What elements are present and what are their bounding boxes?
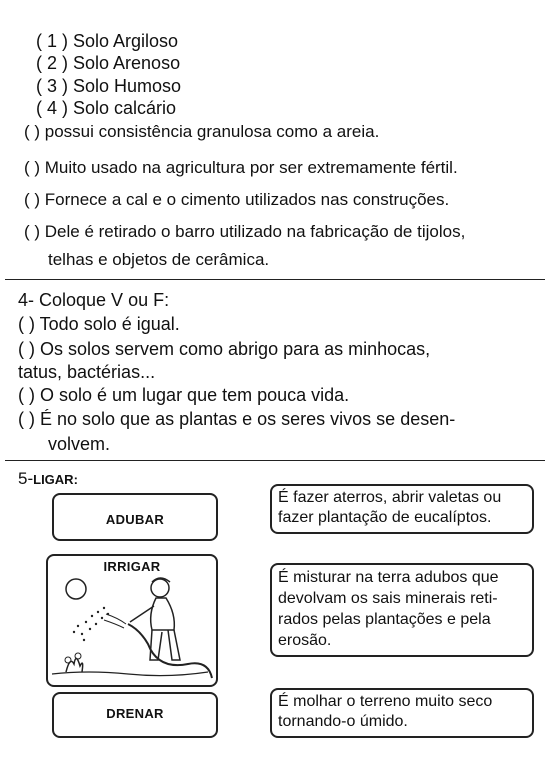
tf-line-2-continuation: tatus, bactérias...: [18, 362, 156, 382]
definition-box-2[interactable]: [270, 563, 534, 657]
definition-2-line-3: rados pelas plantações e pela: [278, 611, 491, 628]
box-adubar[interactable]: [52, 493, 218, 541]
definition-2-line-1: É misturar na terra adubos que: [278, 569, 499, 586]
definition-2-line-4: erosão.: [278, 632, 332, 649]
option-4: ( 4 ) Solo calcário: [36, 98, 177, 118]
definition-box-1[interactable]: [270, 484, 534, 534]
box-drenar[interactable]: [52, 692, 218, 738]
definition-1-text: [278, 488, 501, 528]
match-item-1: ( ) possui consistência granulosa como a areia.: [24, 122, 380, 141]
section5-header: [18, 469, 78, 490]
definition-3-line-2: tornando-o úmido.: [278, 713, 408, 730]
box-drenar-label: DRENAR: [106, 706, 164, 721]
match-item-2: ( ) Muito usado na agricultura por ser extremamente fértil.: [24, 158, 458, 177]
definition-box-3[interactable]: [270, 688, 534, 738]
watering-illustration: [48, 574, 216, 684]
definition-2-text: [278, 567, 499, 651]
tf-line-1: ( ) Todo solo é igual.: [18, 314, 180, 334]
tf-line-4-continuation: volvem.: [48, 434, 111, 454]
match-item-3: ( ) Fornece a cal e o cimento utilizados nas construções.: [24, 190, 450, 209]
section5-number: 5-: [18, 469, 34, 488]
option-2: ( 2 ) Solo Arenoso: [36, 53, 181, 73]
definition-3-text: [278, 692, 492, 732]
tf-line-2: ( ) Os solos servem como abrigo para as minhocas,: [18, 339, 431, 359]
option-3: ( 3 ) Solo Humoso: [36, 76, 182, 96]
definition-1-line-2: fazer plantação de eucalíptos.: [278, 509, 492, 526]
definition-1-line-1: É fazer aterros, abrir valetas ou: [278, 489, 502, 506]
definition-3-line-1: É molhar o terreno muito seco: [278, 693, 493, 710]
divider-1: [5, 279, 545, 280]
box-irrigar-label: IRRIGAR: [103, 559, 161, 574]
tf-line-4: ( ) É no solo que as plantas e os seres vivos se desen-: [18, 409, 456, 429]
box-adubar-label: ADUBAR: [105, 512, 165, 527]
divider-2: [5, 460, 545, 461]
box-irrigar[interactable]: [46, 554, 218, 687]
definition-2-line-2: devolvam os sais minerais reti-: [278, 590, 498, 607]
section4-title: 4- Coloque V ou F:: [18, 290, 170, 310]
match-item-4-continuation: telhas e objetos de cerâmica.: [48, 250, 270, 269]
option-1: ( 1 ) Solo Argiloso: [36, 31, 179, 51]
tf-line-3: ( ) O solo é um lugar que tem pouca vida.: [18, 385, 350, 405]
match-item-4: ( ) Dele é retirado o barro utilizado na fabricação de tijolos,: [24, 222, 466, 241]
section5-title: LIGAR:: [33, 472, 78, 487]
